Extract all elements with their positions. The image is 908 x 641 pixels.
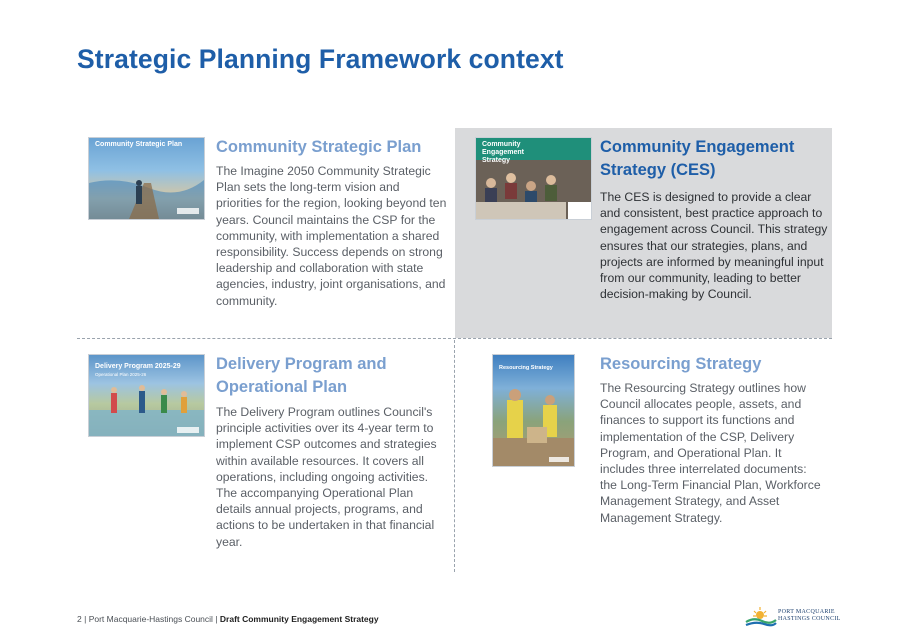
resourcing-strategy-cover-thumbnail xyxy=(492,354,575,467)
resourcing-strategy-cover-caption: Resourcing Strategy xyxy=(499,365,553,371)
footer-separator: | xyxy=(215,614,220,624)
delivery-program-cover-subcaption: Operational Plan 2025-26 xyxy=(95,372,147,377)
footer-document-title: Draft Community Engagement Strategy xyxy=(219,614,379,624)
logo-line-1: PORT MACQUARIE xyxy=(778,609,835,615)
resourcing-strategy-body: The Resourcing Strategy outlines how Council allocates people, assets, and finances to support its functions and implementation of the CSP, Delivery Program, and Operational Plan. It includes three interrelated documents: the Long-Term Financial Plan, Workforce Management Strategy, and Asset Management Strategy. xyxy=(600,381,821,525)
resourcing-strategy-heading: Resourcing Strategy xyxy=(600,355,762,373)
ces-cover-caption: Community Engagement Strategy xyxy=(482,141,525,164)
footer-organisation: Port Macquarie-Hastings Council xyxy=(88,614,213,624)
delivery-program-cover-thumbnail xyxy=(88,354,205,437)
ces-body: The CES is designed to provide a clear and consistent, best practice approach to engagement across Council. This strategy ensures that our strategies, plans, and projects are informed by meaningful input from our community, leading to better decision-making by Council. xyxy=(600,190,828,302)
delivery-program-cover-caption: Delivery Program 2025-29 xyxy=(95,363,181,370)
delivery-program-heading: Delivery Program and Operational Plan xyxy=(216,355,387,396)
horizontal-divider xyxy=(77,338,832,339)
footer-separator: | xyxy=(84,614,89,624)
vertical-divider xyxy=(454,340,455,572)
csp-cover-caption: Community Strategic Plan xyxy=(95,141,183,148)
csp-body: The Imagine 2050 Community Strategic Plan sets the long-term vision and priorities for the region, looking beyond ten years. Council maintains the CSP for the community, with implementation a shared responsibility. Success depends on strong leadership and collaboration with state agencies, industry, joint organisations, and community. xyxy=(216,164,447,308)
council-logo-text xyxy=(778,609,841,623)
csp-heading: Community Strategic Plan xyxy=(216,138,422,156)
ces-cover-thumbnail xyxy=(475,137,592,220)
logo-line-2: HASTINGS COUNCIL xyxy=(778,616,841,622)
delivery-program-body: The Delivery Program outlines Council's principle activities over its 4-year term to implement CSP outcomes and strategies within available resources. It covers all operations, including ongoing activities. The accompanying Operational Plan details annual projects, programs, and actions to be undertaken in that financial year. xyxy=(216,405,437,549)
csp-cover-thumbnail xyxy=(88,137,205,220)
page-number: 2 xyxy=(77,614,82,624)
ces-heading: Community Engagement Strategy (CES) xyxy=(600,138,795,179)
page-title: Strategic Planning Framework context xyxy=(77,44,564,74)
page-footer xyxy=(77,614,379,624)
